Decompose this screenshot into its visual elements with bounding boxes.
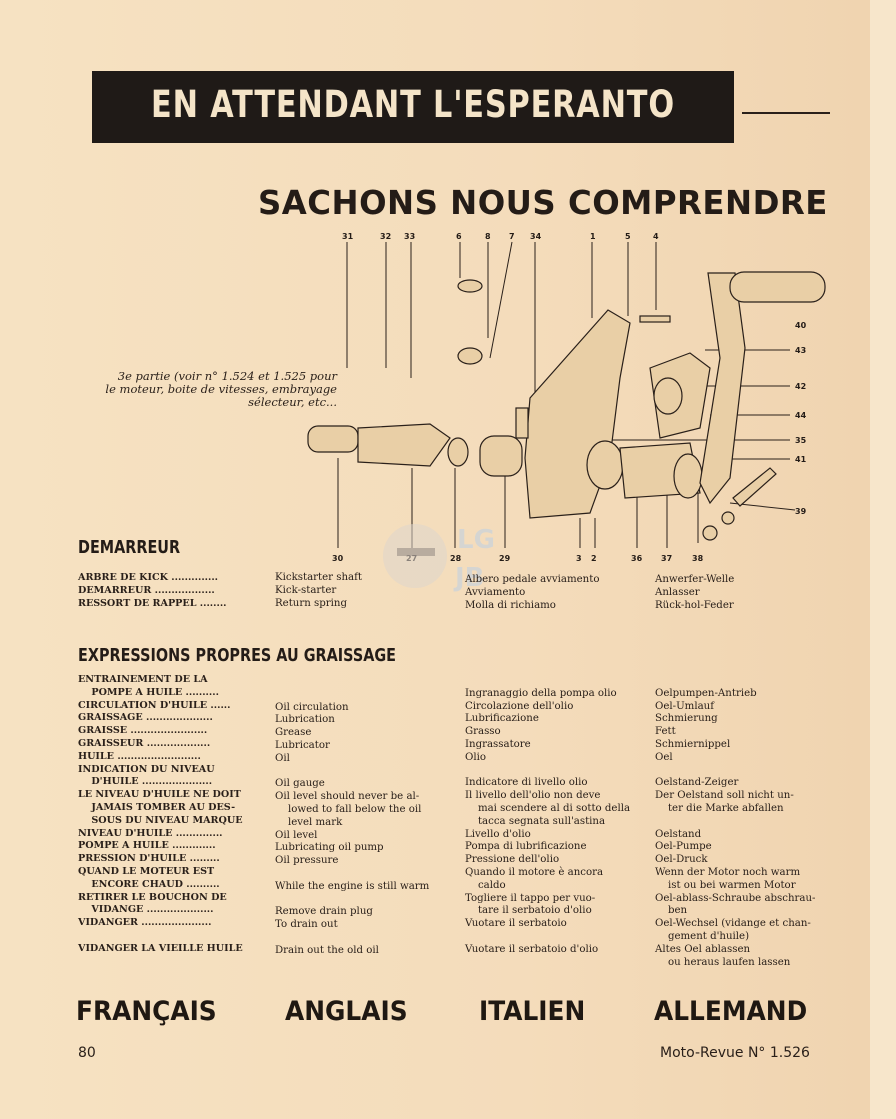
title-banner <box>92 71 734 143</box>
demarreur-italian: Albero pedale avviamento Avviamento Molla di richiamo <box>465 574 600 611</box>
language-label-german: ALLEMAND <box>654 996 808 1027</box>
diagram-label: 32 <box>380 232 392 241</box>
diagram-label: 34 <box>530 232 542 241</box>
diagram-label: 7 <box>509 232 515 241</box>
diagram-label: 5 <box>625 232 631 241</box>
diagram-label: 6 <box>456 232 462 241</box>
language-label-french: FRANÇAIS <box>76 996 217 1027</box>
graissage-french: ENTRAINEMENT DE LA POMPE A HUILE .......... CIRCULATION D'HUILE ...... GRAISSAGE .................... GRAISSE ....................... GRAISSEUR ................... HUILE ......................... INDICATION DU NIVEAU D'HUILE ..................... LE NIVEAU D'HUILE NE DOIT JAMAIS TOMBER AU DES- SOUS DU NIVEAU MARQUE NIVEAU D'HUILE .............. POMPE A HUILE ............. PRESSION D'HUILE ......... QUAND LE MOTEUR EST ENCORE CHAUD .......... RETIRER LE BOUCHON DE VIDANGE .................... VIDANGER ..................... VIDANGER LA VIEILLE HUILE <box>78 674 243 954</box>
graissage-italian: Ingranaggio della pompa olio Circolazione dell'olio Lubrificazione Grasso Ingrassatore Olio Indicatore di livello olio Il livello dell'olio non deve mai scendere al di sotto della tacca segnata sull'astina Livello d'olio Pompa di lubrificazione Pressione dell'olio Quando il motore è ancora caldo Togliere il tappo per vuo- tare il serbatoio d'olio Vuotare il serbatoio Vuotare il serbatoio d'olio <box>465 687 631 955</box>
language-label-italian: ITALIEN <box>479 996 586 1027</box>
issue-reference: Moto-Revue N° 1.526 <box>660 1045 810 1061</box>
diagram-label: 28 <box>450 554 462 563</box>
diagram-label: 35 <box>795 436 807 445</box>
demarreur-german: Anwerfer-Welle Anlasser Rück-hol-Feder <box>655 574 735 611</box>
title-rule <box>742 112 830 114</box>
diagram-label: 37 <box>661 554 673 563</box>
demarreur-english: Kickstarter shaft Kick-starter Return spring <box>275 572 362 609</box>
svg-text:LG: LG <box>457 525 495 555</box>
kickstarter-exploded-diagram <box>290 228 830 568</box>
language-label-english: ANGLAIS <box>285 996 408 1027</box>
svg-text:JB: JB <box>455 563 485 593</box>
diagram-label: 8 <box>485 232 491 241</box>
page-number: 80 <box>78 1045 96 1061</box>
diagram-label: 41 <box>795 455 807 464</box>
page-subtitle: SACHONS NOUS COMPRENDRE <box>258 183 828 222</box>
diagram-label: 4 <box>653 232 659 241</box>
section-title-demarreur: DEMARREUR <box>78 537 181 558</box>
diagram-label: 38 <box>692 554 704 563</box>
page-title: EN ATTENDANT L'ESPERANTO <box>151 83 675 126</box>
section-title-graissage: EXPRESSIONS PROPRES AU GRAISSAGE <box>78 645 397 666</box>
diagram-label: 43 <box>795 346 807 355</box>
demarreur-french: ARBRE DE KICK .............. DEMARREUR .................. RESSORT DE RAPPEL ........ <box>78 572 227 609</box>
page-edge <box>870 0 896 1119</box>
diagram-label: 31 <box>342 232 354 241</box>
diagram-label: 39 <box>795 507 807 516</box>
diagram-label: 2 <box>591 554 597 563</box>
diagram-label: 36 <box>631 554 643 563</box>
diagram-label: 29 <box>499 554 511 563</box>
graissage-german: Oelpumpen-Antrieb Oel-Umlauf Schmierung Fett Schmiernippel Oel Oelstand-Zeiger Der Oelstand soll nicht un- ter die Marke abfallen Oelstand Oel-Pumpe Oel-Druck Wenn der Motor noch warm ist ou bei warmen Motor Oel-ablass-Schraube abschrau- ben Oel-Wechsel (vidange et chan- gement d'huile) Altes Oel ablassen ou heraus laufen lassen <box>655 687 816 968</box>
graissage-english: Oil circulation Lubrication Grease Lubricator Oil Oil gauge Oil level should never be al- lowed to fall below the oil level mark Oil level Lubricating oil pump Oil pressure While the engine is still warm Remove drain plug To drain out Drain out the old oil <box>275 701 430 956</box>
diagram-label: 30 <box>332 554 344 563</box>
diagram-caption: 3e partie (voir n° 1.524 et 1.525 pour le moteur, boite de vitesses, embrayage sélecteur, etc... <box>105 369 337 409</box>
diagram-label: 1 <box>590 232 596 241</box>
diagram-label: 44 <box>795 411 807 420</box>
diagram-label: 40 <box>795 321 807 330</box>
diagram-label: 42 <box>795 382 807 391</box>
diagram-label: 3 <box>576 554 582 563</box>
diagram-label: 33 <box>404 232 416 241</box>
